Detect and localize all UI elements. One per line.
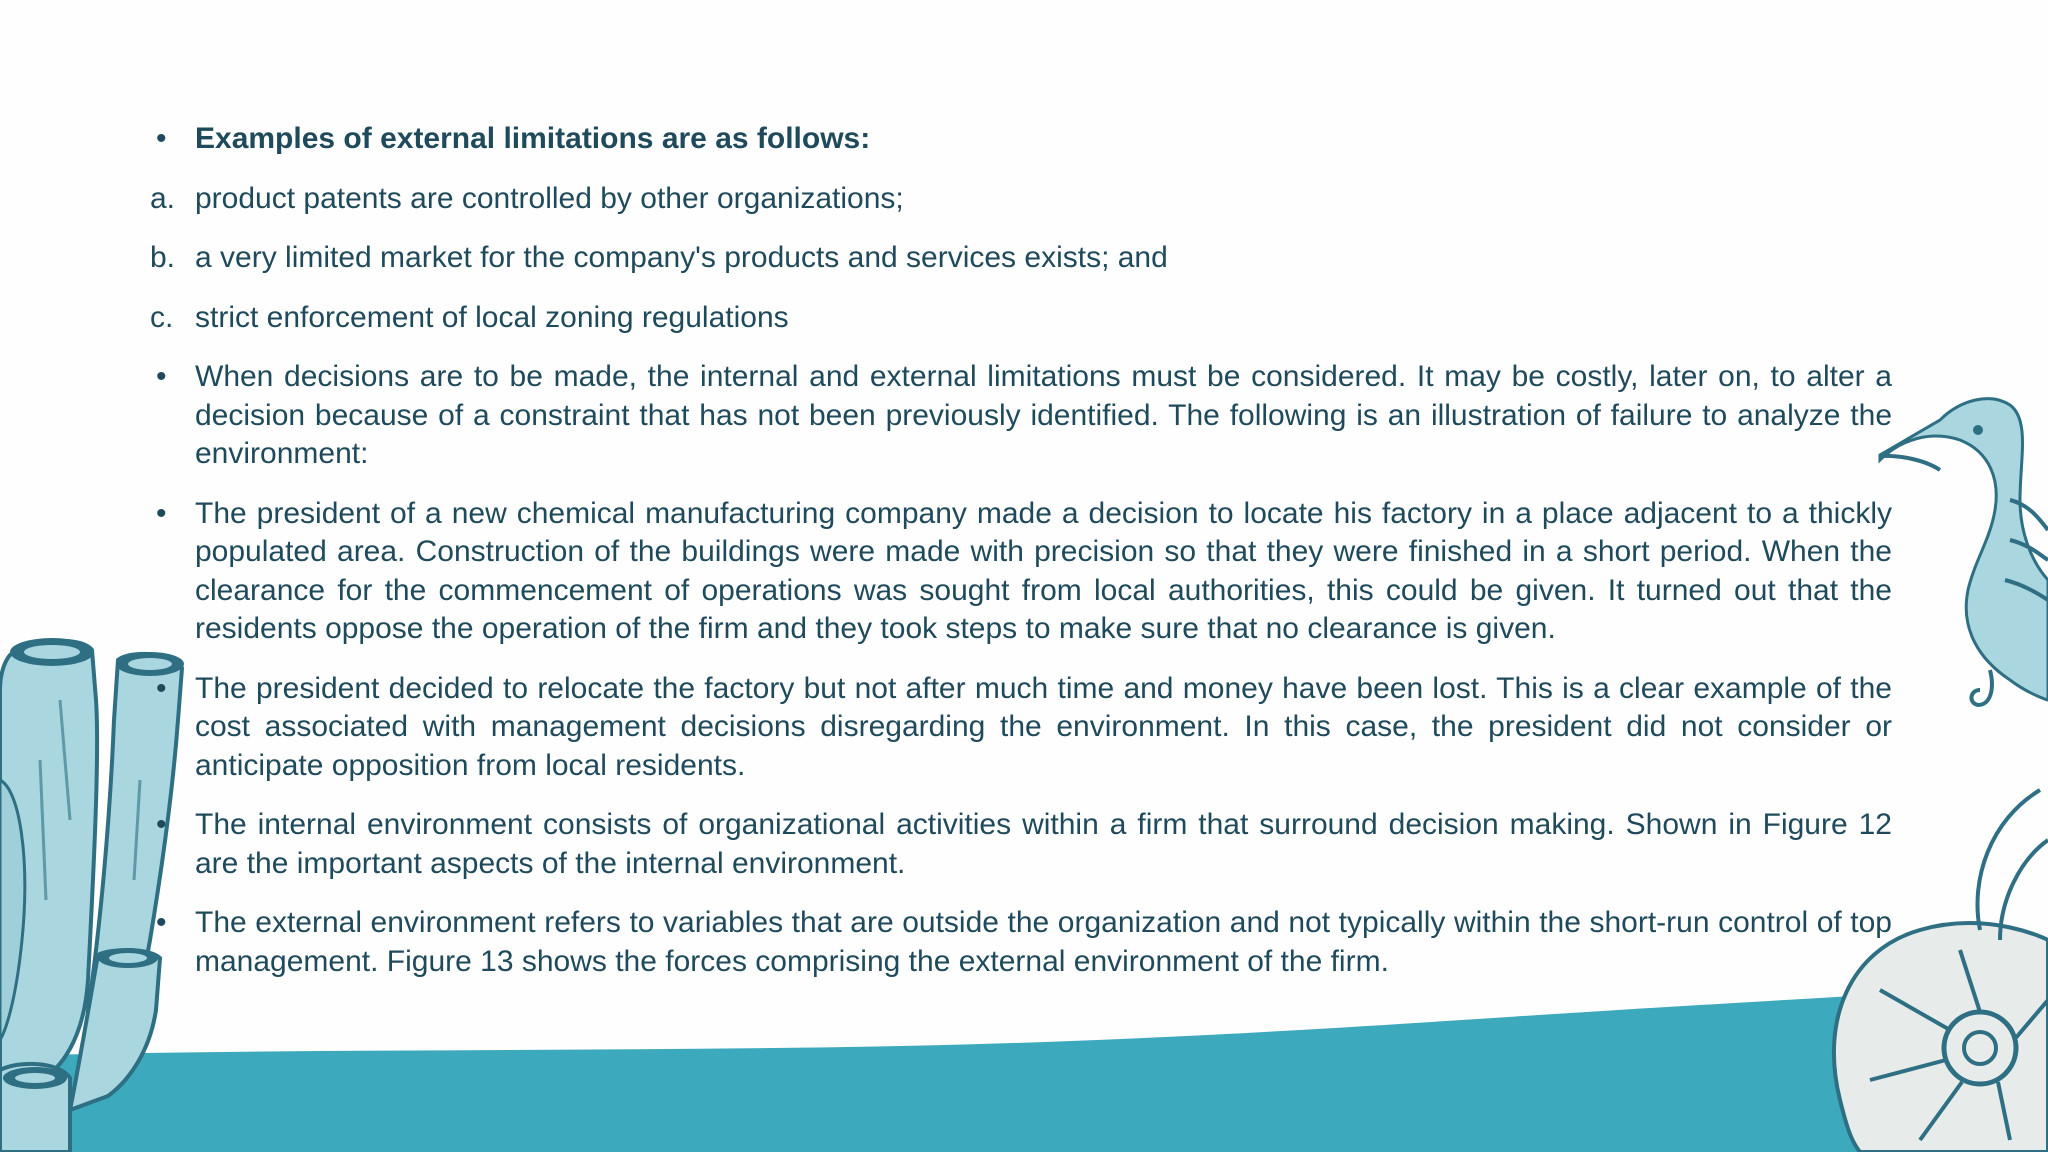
paragraph-text: The president of a new chemical manufacturing company made a decision to locate his factory in a place adjacent to a thickly populated area. Construction of the buildings were made with precision so that they were finished in a short period. When the clearance for the commencement of operations was sought from local authorities, this could be given. It turned out that the residents oppose the operation of the firm and they took steps to make sure that no clearance is given. (195, 496, 1892, 645)
list-item (150, 180, 1892, 219)
list-item (150, 299, 1892, 338)
list-item-text: strict enforcement of local zoning regulations (195, 300, 789, 334)
list-item-text: product patents are controlled by other organizations; (195, 181, 904, 215)
bullet-marker: • (156, 671, 167, 705)
paragraph-text: When decisions are to be made, the internal and external limitations must be considered. It may be costly, later on, to alter a decision because of a constraint that has not been previously identified. The following is an illustration of failure to analyze the environment: (195, 360, 1892, 470)
letter-marker: b. (150, 241, 176, 274)
bullet-marker: • (156, 122, 167, 155)
list-item (150, 670, 1892, 786)
list-item (150, 120, 1892, 159)
paragraph-text: The internal environment consists of organizational activities within a firm that surround decision making. Shown in Figure 12 are the important aspects of the internal environment. (195, 808, 1892, 880)
bullet-marker: • (156, 808, 167, 841)
slide-content (150, 120, 1892, 1002)
bullet-marker: • (156, 360, 167, 393)
list-item (150, 239, 1892, 278)
list-item-text: a very limited market for the company's products and services exists; and (195, 241, 1168, 274)
list-heading: Examples of external limitations are as follows: (195, 122, 871, 155)
seahorse-illustration (1880, 399, 2048, 705)
paragraph-text: The president decided to relocate the factory but not after much time and money have been lost. This is a clear example of the cost associated with management decisions disregarding the environment. In this case, the president did not consider or anticipate opposition from local residents. (195, 671, 1892, 782)
bullet-marker: • (156, 496, 167, 530)
list-item (150, 358, 1892, 474)
paragraph-text: The external environment refers to variables that are outside the organization and not typically within the short-run control of top management. Figure 13 shows the forces comprising the external environment of the firm. (195, 906, 1892, 978)
ocean-wave-band (0, 984, 2048, 1152)
list-item (150, 495, 1892, 649)
list-item (150, 904, 1892, 981)
bullet-marker: • (156, 906, 167, 939)
letter-marker: a. (150, 181, 176, 215)
letter-marker: c. (150, 300, 174, 334)
list-item (150, 806, 1892, 883)
